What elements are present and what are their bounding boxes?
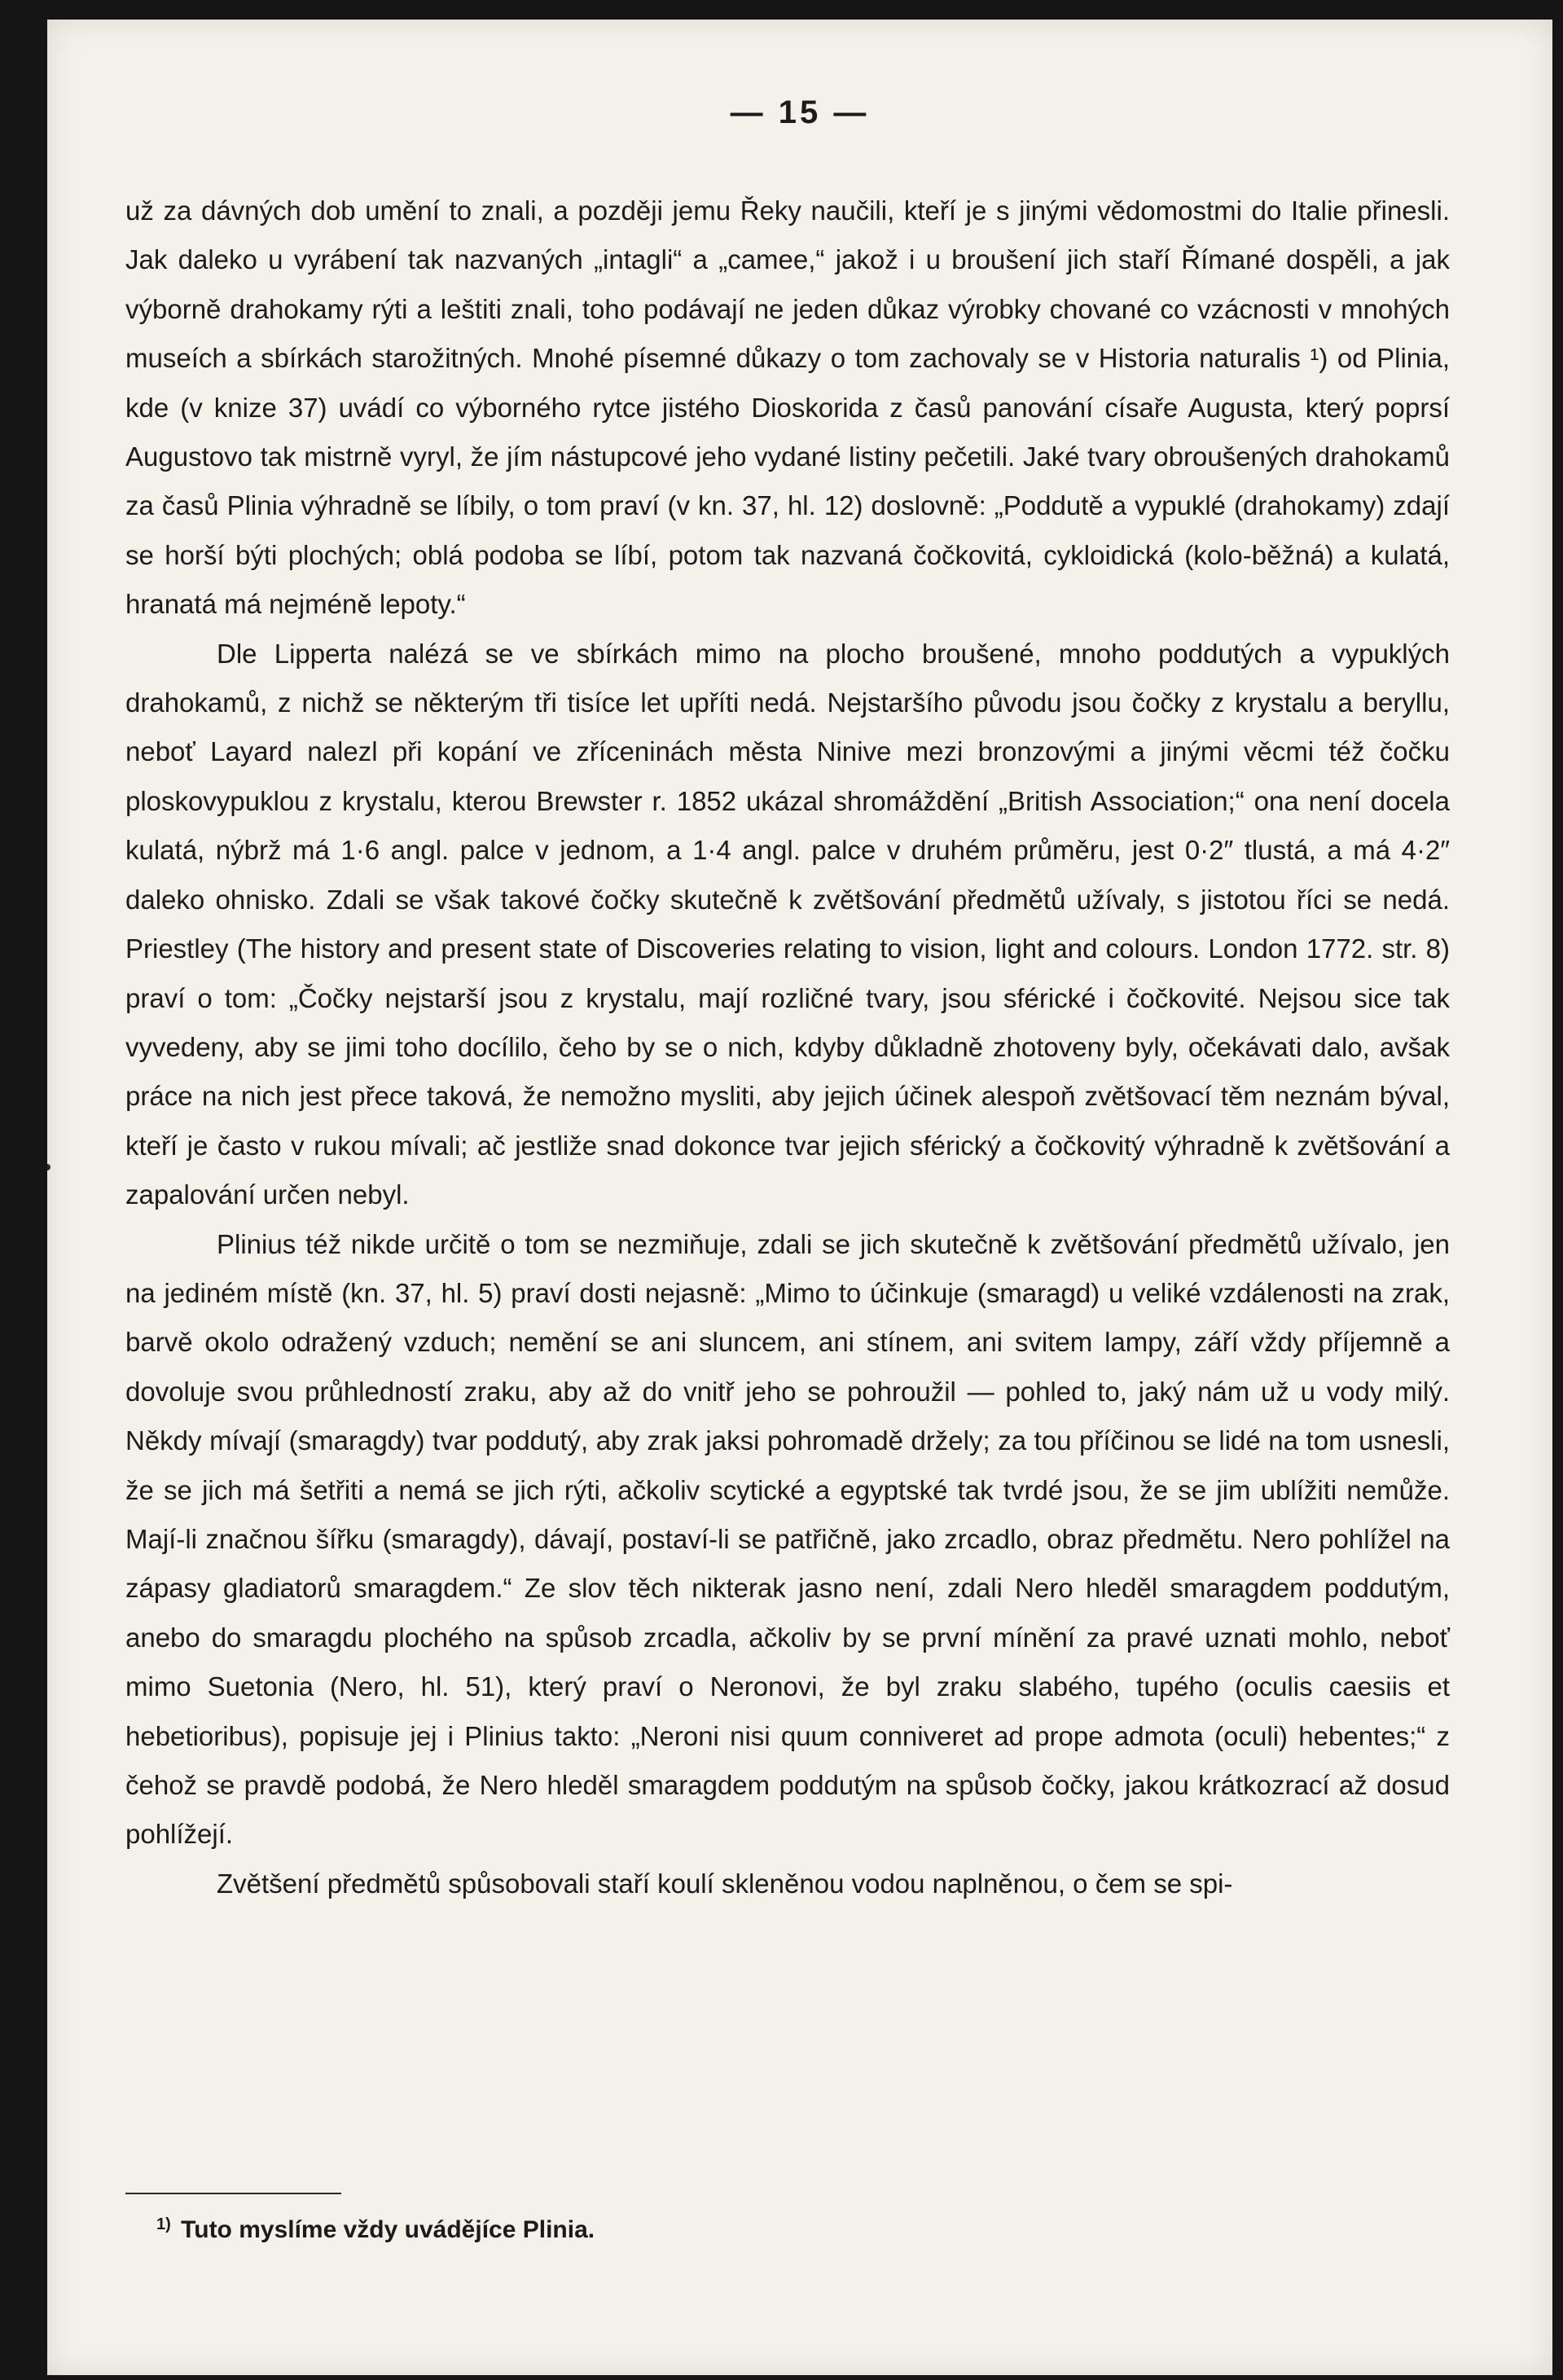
paragraph-3: Plinius též nikde určitě o tom se nezmiňuje, zdali se jich skutečně k zvětšování předmětů užívalo, jen na jediném místě (kn. 37, hl. 5) praví dosti nejasně: „Mimo to účinkuje (smaragd) u veliké vzdálenosti na zrak, barvě okolo odražený vzduch; nemění se ani sluncem, ani stínem, ani svitem lampy, září vždy příjemně a dovoluje svou průhledností zraku, aby až do vnitř jeho se pohroužil — pohled to, jaký nám už u vody milý. Někdy mívají (smaragdy) tvar poddutý, aby zrak jaksi pohromadě držely; za tou příčinou se lidé na tom usnesli, že se jich má šetřiti a nemá se jich rýti, ačkoliv scytické a egyptské tak tvrdé jsou, že se jim ublížiti nemůže. Mají-li značnou šířku (smaragdy), dávají, postaví-li se patřičně, jako zrcadlo, obraz předmětu. Nero pohlížel na zápasy gladiatorů smaragdem.“ Ze slov těch nikterak jasno není, zdali Nero hleděl smaragdem poddutým, anebo do smaragdu plochého na spůsob zrcadla, ačkoliv by se první mínění za pravé uznati mohlo, neboť mimo Suetonia (Nero, hl. 51), který praví o Neronovi, že byl zraku slabého, tupého (oculis caesiis et hebetioribus), popisuje jej i Plinius takto: „Neroni nisi quum conniveret ad prope admota (oculi) hebentes;“ z čehož se pravdě podobá, že Nero hleděl smaragdem poddutým na spůsob čočky, jakou krátkozrací až dosud pohlížejí.: [125, 1228, 1450, 1850]
paragraph-4: Zvětšení předmětů spůsobovali staří koulí skleněnou vodou naplněnou, o čem se spi-: [217, 1868, 1233, 1899]
paragraph-2: Dle Lipperta nalézá se ve sbírkách mimo na plocho broušené, mnoho poddutých a vypuklých drahokamů, z nichž se některým tři tisíce let upříti nedá. Nejstaršího původu jsou čočky z krystalu a beryllu, neboť Layard nalezl při kopání ve zříceninách města Ninive mezi bronzovými a jinými věcmi též čočku ploskovypuklou z krystalu, kterou Brewster r. 1852 ukázal shromáždění „British Association;“ ona není docela kulatá, nýbrž má 1·6 angl. palce v jednom, a 1·4 angl. palce v druhém průměru, jest 0·2″ tlustá, a má 4·2″ daleko ohnisko. Zdali se však takové čočky skutečně k zvětšování předmětů užívaly, s jistotou říci se nedá. Priestley (The history and present state of Discoveries relating to vision, light and colours. London 1772. str. 8) praví o tom: „Čočky nejstarší jsou z krystalu, mají rozličné tvary, jsou sférické i čočkovité. Nejsou sice tak vyvedeny, aby se jimi toho docílilo, čeho by se o nich, kdyby důkladně zhotoveny byly, očekávati dalo, avšak práce na nich jest přece taková, že nemožno mysliti, aby jejich účinek alespoň zvětšovací těm neznám býval, kteří je často v rukou mívali; ač jestliže snad dokonce tvar jejich sférický a čočkovitý výhradně k zvětšování a zapalování určen nebyl.: [125, 638, 1450, 1210]
footnote-text: Tuto myslíme vždy uvádějíce Plinia.: [181, 2216, 595, 2243]
paragraph-1: už za dávných dob umění to znali, a později jemu Řeky naučili, kteří je s jinými vědomostmi do Italie přinesli. Jak daleko u vyrábení tak nazvaných „intagli“ a „camee,“ jakož i u broušení jich staří Římané dospěli, a jak výborně drahokamy rýti a leštiti znali, toho podávají ne jeden důkaz výrobky chované co vzácnosti v mnohých museích a sbírkách starožitných. Mnohé písemné důkazy o tom zachovaly se v Historia naturalis ¹) od Plinia, kde (v knize 37) uvádí co výborného rytce jistého Dioskorida z časů panování císaře Augusta, který poprsí Augustovo tak mistrně vyryl, že jím nástupcové jeho vydané listiny pečetili. Jaké tvary obroušených drahokamů za časů Plinia výhradně se líbily, o tom praví (v kn. 37, hl. 12) doslovně: „Poddutě a vypuklé (drahokamy) zdají se horší býti plochých; oblá podoba se líbí, potom tak nazvaná čočkovitá, cykloidická (kolo-běžná) a kulatá, hranatá má nejméně lepoty.“: [125, 195, 1450, 620]
footnote: [156, 2215, 595, 2244]
margin-speck: [47, 1164, 50, 1170]
footnote-divider: [125, 2193, 341, 2194]
page-number: — 15 —: [730, 94, 870, 130]
book-page: [47, 20, 1552, 2375]
footnote-marker: 1): [156, 2215, 171, 2233]
body-text: [125, 187, 1450, 1908]
